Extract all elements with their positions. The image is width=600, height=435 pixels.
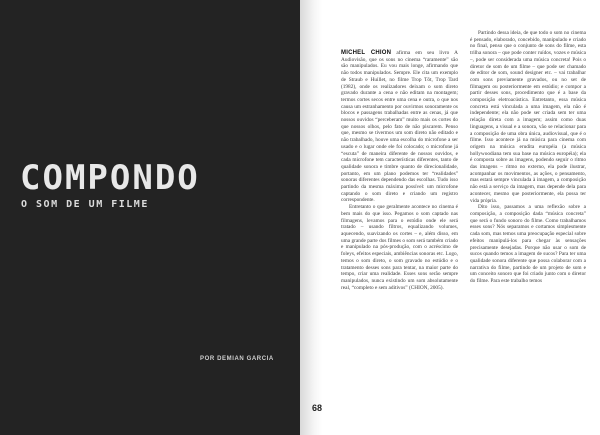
author-byline: POR DEMIAN GARCIA xyxy=(200,356,274,362)
page-number: 68 xyxy=(312,403,323,413)
lead-name: MICHEL CHION xyxy=(341,50,392,56)
text-column-2 xyxy=(470,30,586,285)
article-title: COMPONDO xyxy=(20,158,200,198)
paragraph: Entretanto o que geralmente acontece no cinema é bem mais do que isso. Pegamos o som captado nas filmagens, levamos para o estúdio onde ele será tratado – usando filtros, equalizando volumes, aquecendo, suavizando os cortes – e, além disso, em uma grande parte dos filmes o som será também criado e manipulado na pós-produção, com o acréscimo de foleys, efeitos especiais, ambiências sonoras etc. Logo, temos o som direto, o som gravado no estúdio e o tratamento desses sons para tentar, na maior parte do tempo, criar uma realidade. Esses sons serão sempre manipulados, nunca existindo um som absolutamente real, “completo e sem aditivos” (CHION, 2005). xyxy=(341,204,458,291)
paragraph xyxy=(341,50,458,204)
paragraph: Dito isso, passamos a uma reflexão sobre a composição, a composição dada “música concreta” que será o fundo sonoro do filme. Como trabalhamos esses sons? Nós separamos e cortamos simplesmente cada som, mas temos uma preocupação especial sobre efeitos manipulá-los para chegar às sensações precisamente desejadas. Porque não usar o som de sucos quando temos a imagem de sucos? Para ter uma qualidade sonora diferente que possa colaborar com a narrativa do filme, partindo de um projeto de som e um conceito sonoro que foi criado junto com o diretor do filme. Para este trabalho temos xyxy=(470,204,586,285)
text-column-1 xyxy=(341,50,458,291)
paragraph: Partindo dessa ideia, de que todo o som no cinema é pensado, elaborado, concebido, manipulado e criado no final, penso que o conjunto de sons do filme, esta trilha sonora – que pode conter ruídos, vozes e música –, pode ser considerada uma música concreta! Pois o diretor de som de um filme – que pode ser chamado de editor de som, sound designer etc. – vai trabalhar com sons previamente gravados, ou no set de filmagem ou posteriormente em estúdio; e compor a partir desses sons, procedimento que é a base da composição eletroacústica. Entretanto, essa música concreta está vinculada a uma imagem, ela não é independente; ela não pode ser criada sem ter uma relação direta com a imagem; assim como duas linguagens, a visual e a sonora, vão se relacionar para a composição de uma obra única, audiovisual, que é o filme. Isso acontece já na música para cinema com origem na música erudita européia (a música hollywoodiana tem sua base na música européia); ela é composta sobre as imagens, podendo seguir o ritmo das imagens – ritmo no externo, ela pode ilustrar, acompanhar os movimentos, as ações, o pensamento, mas estará sempre vinculada à imagem, a composição não está a serviço da imagem, mas depende dela para acontecer, mesmo que posteriormente, ela possa ter vida própria. xyxy=(470,30,586,204)
paragraph-text: afirma em seu livro A Audiovisão, que os sons no cinema “raramente” são são manipulados. Eu vou mais longe, afirmando que não todos manipulados. Sempre. Ele cita um exemplo de Straub e Huillet, no filme Trop Tôt, Trop Tard (1982), onde os realizadores deixam o som direto gravado durante a cena e não editam na montagem; termos cortes secos entre uma cena e outra, o que nos causa um estranhamento por ouvirmos sonoramente os blocos e passagens trabalhadas entre as cenas, já que nossos ouvidos “perceberam” muito mais os cortes do que nossos olhos, pelo fato de não piscarem. Penso que, mesmo se tivermos um som direto não editado e não trabalhado, houve uma escolha do microfone a ser usado e o lugar onde ele foi colocado; o microfone já “escuta” de maneira diferente de nossos ouvidos, e cada microfone tem características diferentes, tanto de qualidade sonora e timbre quanto de direcionalidade, portanto, em um plano podemos ter “realidades” sonoras diferentes dependendo das escolhas. Tudo isso partindo da mesma máxima possível: um microfone captando o som direto e criando um registro correspondente. xyxy=(341,50,459,204)
article-subtitle: O SOM DE UM FILME xyxy=(21,199,149,210)
right-page xyxy=(300,0,600,435)
